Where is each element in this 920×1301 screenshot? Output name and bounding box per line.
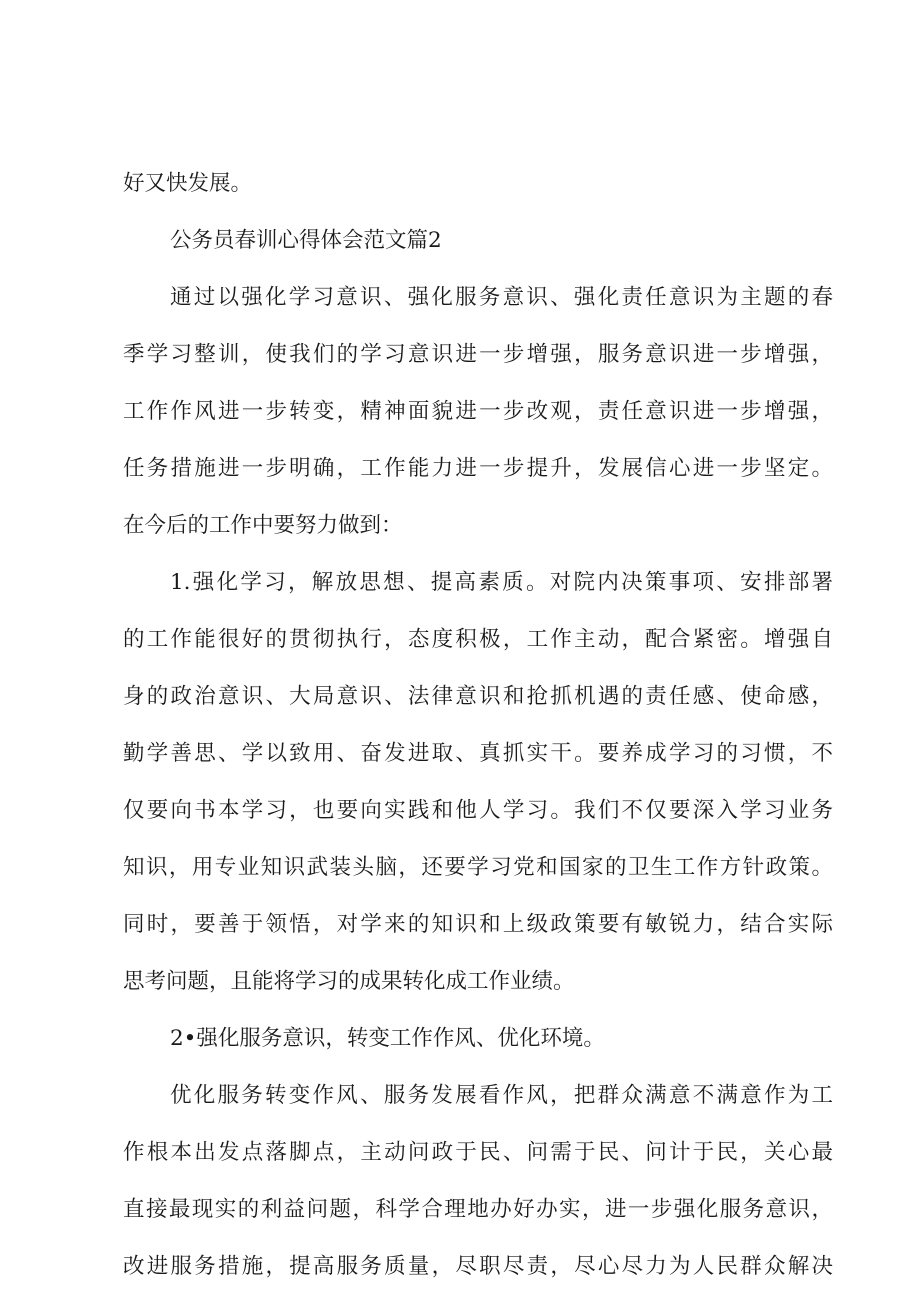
paragraph-line: 任务措施进一步明确，工作能力进一步提升，发展信心进一步坚定。 xyxy=(123,456,833,481)
paragraph-line: 季学习整训，使我们的学习意识进一步增强，服务意识进一步增强， xyxy=(123,342,833,367)
paragraph-line: 思考问题，且能将学习的成果转化成工作业绩。 xyxy=(123,969,575,994)
paragraph-line: 作根本出发点落脚点，主动问政于民、问需于民、问计于民，关心最 xyxy=(123,1140,833,1165)
paragraph-line: 2•强化服务意识，转变工作作风、优化环境。 xyxy=(170,1026,605,1051)
paragraph-line: 的工作能很好的贯彻执行，态度积极，工作主动，配合紧密。增强自 xyxy=(123,627,833,652)
paragraph-line: 工作作风进一步转变，精神面貌进一步改观，责任意识进一步增强， xyxy=(123,399,833,424)
paragraph-line: 改进服务措施，提高服务质量，尽职尽责，尽心尽力为人民群众解决 xyxy=(123,1254,833,1279)
paragraph-line: 通过以强化学习意识、强化服务意识、强化责任意识为主题的春 xyxy=(170,285,833,310)
paragraph-line: 同时，要善于领悟，对学来的知识和上级政策要有敏锐力，结合实际 xyxy=(123,912,833,937)
paragraph-line: 直接最现实的利益问题，科学合理地办好办实，进一步强化服务意识， xyxy=(123,1197,833,1222)
paragraph-line: 在今后的工作中要努力做到： xyxy=(123,513,403,538)
paragraph-line: 好又快发展。 xyxy=(123,171,253,196)
paragraph-line: 知识，用专业知识武装头脑，还要学习党和国家的卫生工作方针政策。 xyxy=(123,855,833,880)
section-heading: 公务员春训心得体会范文篇2 xyxy=(170,228,442,253)
paragraph-line: 1.强化学习，解放思想、提高素质。对院内决策事项、安排部署 xyxy=(170,570,833,595)
paragraph-line: 优化服务转变作风、服务发展看作风，把群众满意不满意作为工 xyxy=(170,1083,833,1108)
paragraph-line: 仅要向书本学习，也要向实践和他人学习。我们不仅要深入学习业务 xyxy=(123,798,833,823)
paragraph-line: 勤学善思、学以致用、奋发进取、真抓实干。要养成学习的习惯，不 xyxy=(123,741,833,766)
paragraph-line: 身的政治意识、大局意识、法律意识和抢抓机遇的责任感、使命感， xyxy=(123,684,833,709)
